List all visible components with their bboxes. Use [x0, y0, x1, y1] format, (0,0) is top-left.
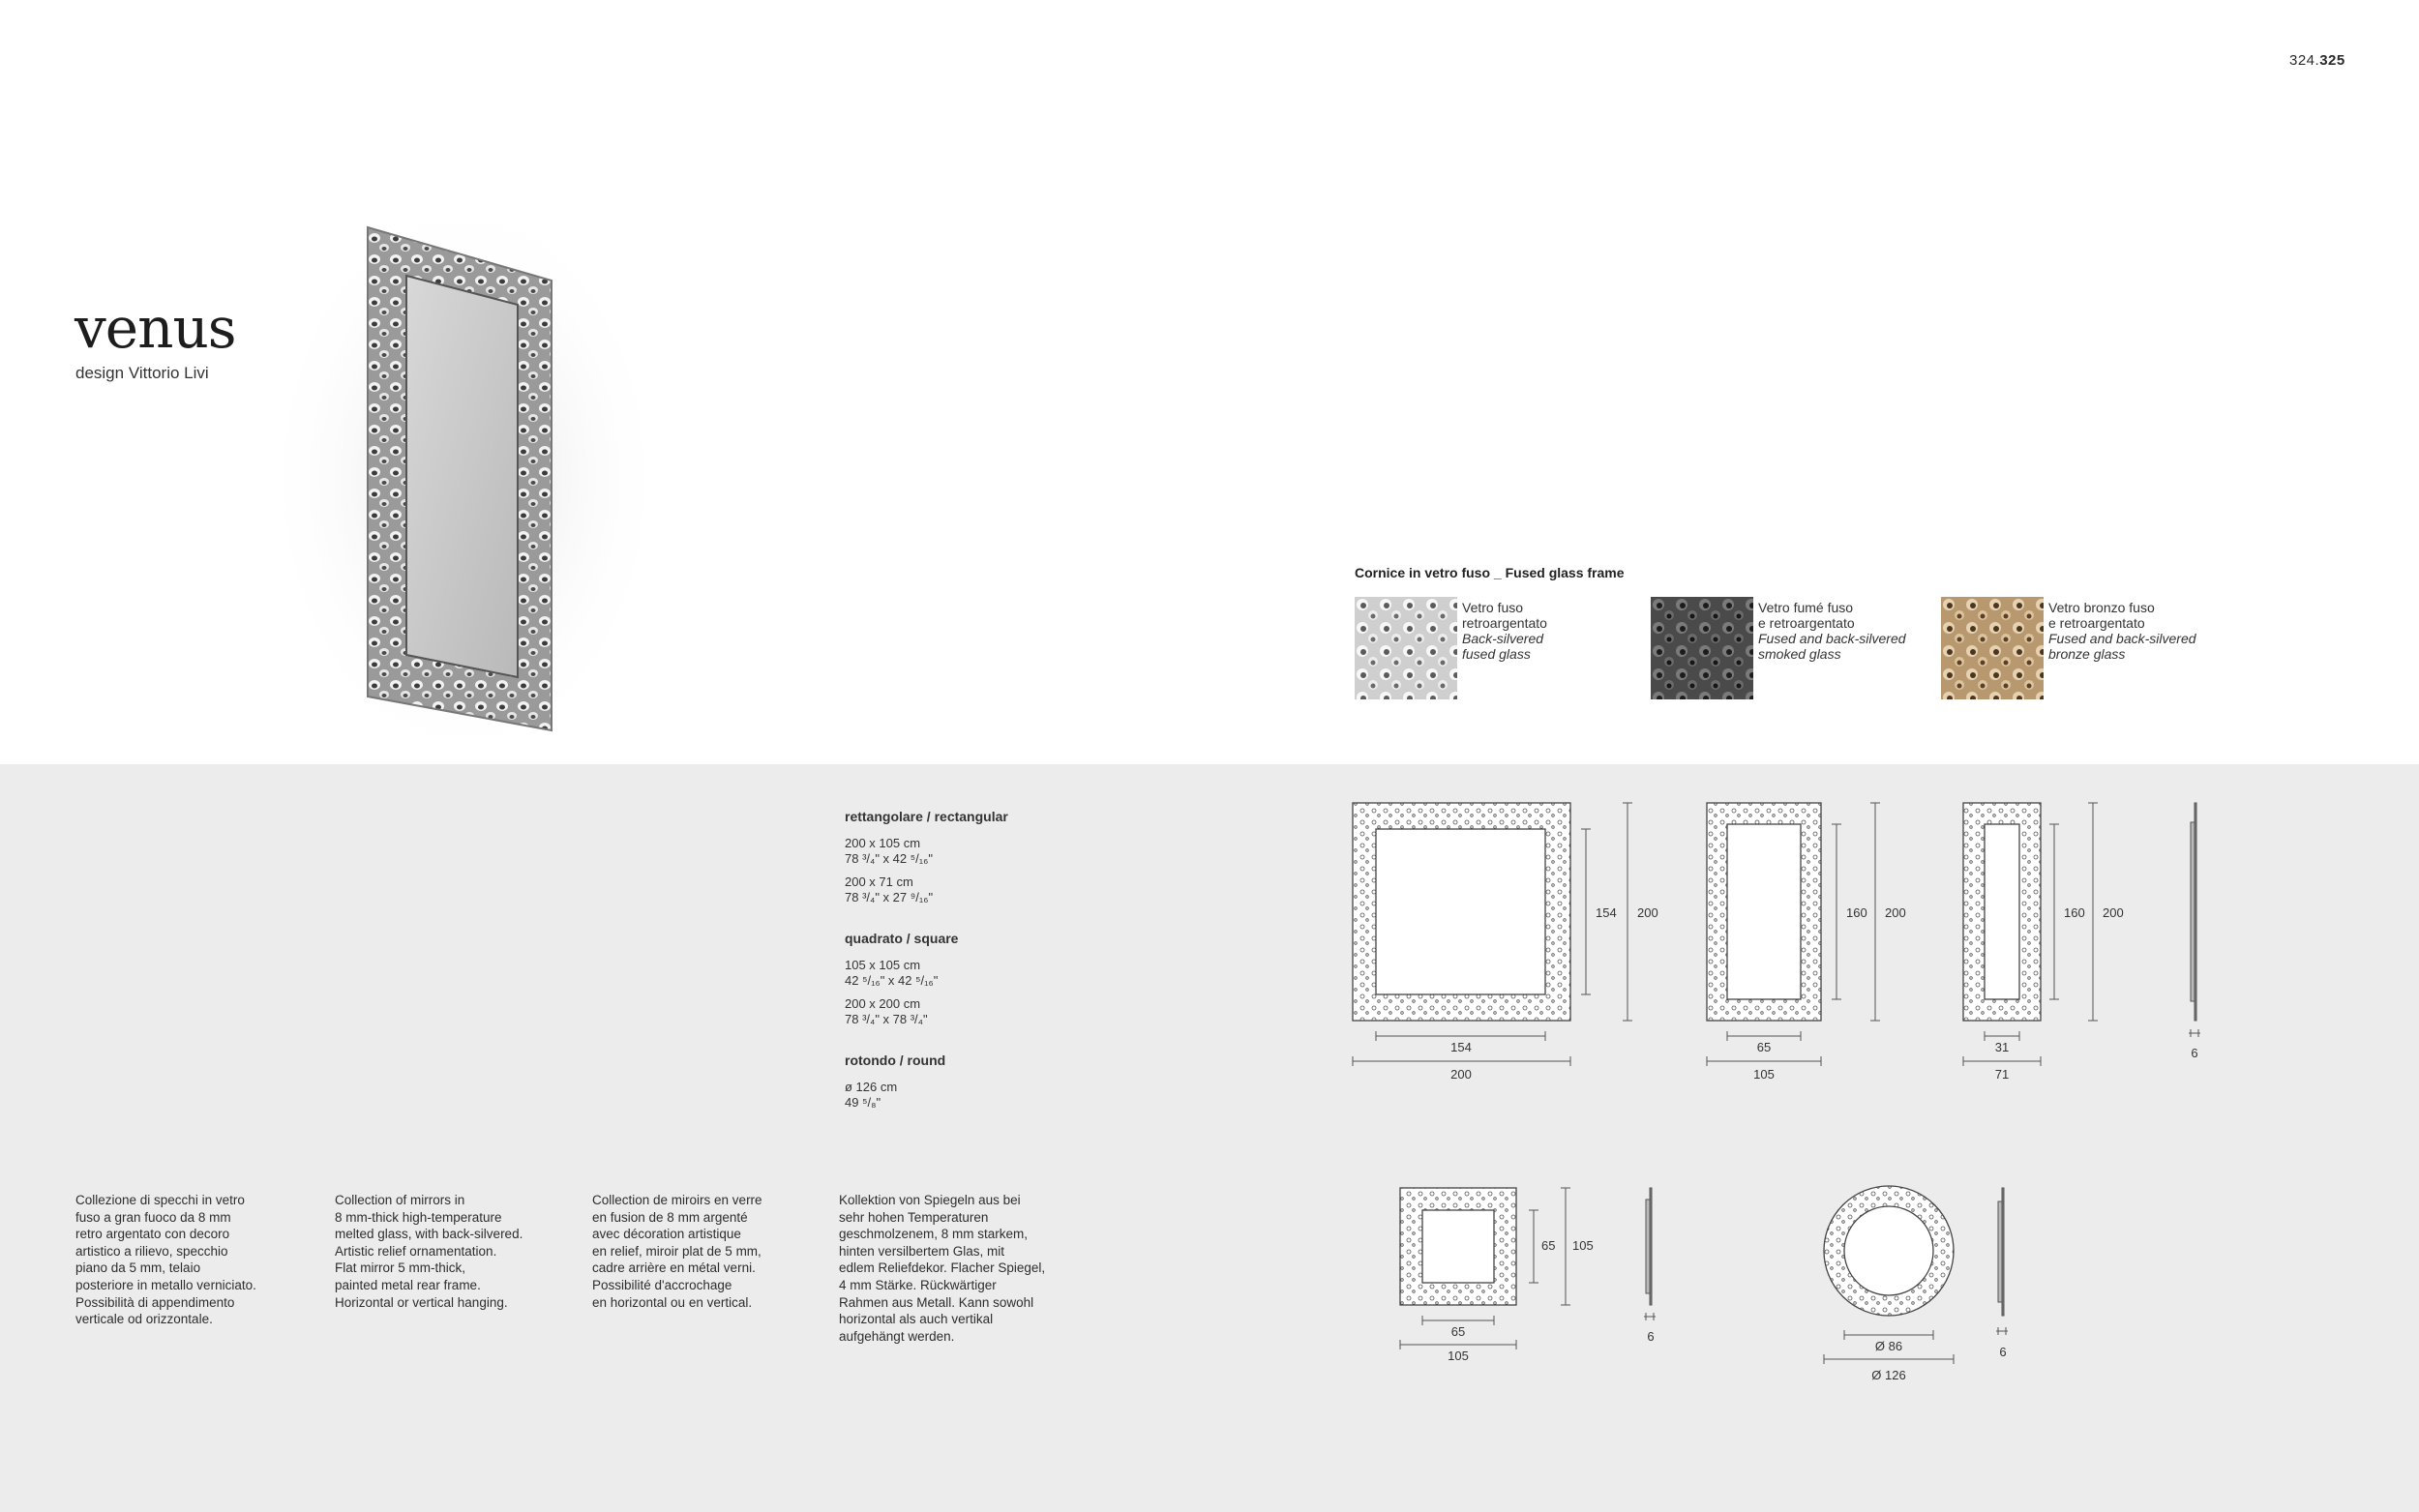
dim-side-square: 6	[1647, 1329, 1655, 1344]
product-title: venus	[75, 295, 236, 361]
description-german: Kollektion von Spiegeln aus bei sehr hohen Temperaturen geschmolzenem, 8 mm starkem, hinten versilbertem Glas, mit edlem Reliefdekor. Flacher Spiegel, 4 mm Stärke. Rückwärtiger Rahmen aus Metall. Kann sowohl horizontal als auch vertikal aufgehängt werden.	[839, 1193, 1046, 1344]
page-number-main: 325	[2319, 52, 2345, 69]
dim-r71-outer-h: 200	[2103, 905, 2124, 920]
dim-r105-inner-w: 65	[1756, 1040, 1772, 1054]
dim-sq105-inner-h: 65	[1541, 1238, 1556, 1253]
swatch-bronze	[1941, 597, 2044, 699]
dim-sq200-inner-h: 154	[1596, 905, 1617, 920]
dim-sq200-inner-w: 154	[1450, 1040, 1472, 1054]
dim-r105-outer-h: 200	[1885, 905, 1906, 920]
dim-round-outer: Ø 126	[1871, 1368, 1906, 1382]
swatch-smoked	[1651, 597, 1753, 699]
dim-side-top: 6	[2191, 1046, 2198, 1060]
square-heading: quadrato / square	[845, 931, 959, 946]
description-english: Collection of mirrors in 8 mm-thick high-temperature melted glass, with back-silvered. Artistic relief ornamentation. Flat mirror 5 mm-thick, painted metal rear frame. Horizontal or vertical hanging.	[335, 1193, 523, 1310]
page-number-prefix: 324.	[2289, 52, 2320, 69]
description-italian: Collezione di specchi in vetro fuso a gran fuoco da 8 mm retro argentato con decoro artistico a rilievo, specchio piano da 5 mm, telaio posteriore in metallo verniciato. Possibilità di appendimento verticale od orizzontale.	[75, 1193, 256, 1327]
round-heading: rotondo / round	[845, 1052, 946, 1068]
dim-side-round: 6	[1999, 1345, 2007, 1359]
designer-credit: design Vittorio Livi	[75, 364, 209, 382]
frame-finishes-title: Cornice in vetro fuso _ Fused glass frame	[1355, 565, 1625, 580]
dim-r105-outer-w: 105	[1753, 1067, 1775, 1082]
dim-sq200-outer-h: 200	[1637, 905, 1658, 920]
technical-drawings	[1335, 784, 2225, 1403]
dim-r105-inner-h: 160	[1846, 905, 1867, 920]
finish-silver-text: Vetro fuso retroargentato Back-silvered fused glass	[1462, 600, 1547, 662]
dim-sq105-inner-w: 65	[1450, 1324, 1466, 1339]
dim-sq200-outer-w: 200	[1450, 1067, 1472, 1082]
dim-sq105-outer-h: 105	[1572, 1238, 1594, 1253]
swatch-silver	[1355, 597, 1457, 699]
dim-r71-inner-w: 31	[1994, 1040, 2010, 1054]
dim-round-inner: Ø 86	[1874, 1339, 1903, 1353]
description-french: Collection de miroirs en verre en fusion de 8 mm argenté avec décoration artistique en relief, miroir plat de 5 mm, cadre arrière en métal verni. Possibilité d'accrochage en horizontal ou en vertical.	[592, 1193, 762, 1310]
page-number	[2289, 52, 2345, 69]
sizes-list: rettangolare / rectangular 200 x 105 cm 78 ³/₄" x 42 ⁵/₁₆" 200 x 71 cm 78 ³/₄" x 27 ⁹/₁₆" quadrato / square 105 x 105 cm 42 ⁵/₁₆" x 42 ⁵/₁₆" 200 x 200 cm 78 ³/₄" x 78 ³/₄" rotondo / round ø 126 cm 49 ⁵/₈"	[845, 809, 1096, 1136]
rect-heading: rettangolare / rectangular	[845, 809, 1008, 824]
finish-bronze-text: Vetro bronzo fuso e retroargentato Fused and back-silvered bronze glass	[2048, 600, 2196, 662]
finish-smoked-text: Vetro fumé fuso e retroargentato Fused and back-silvered smoked glass	[1758, 600, 1906, 662]
dim-r71-outer-w: 71	[1994, 1067, 2010, 1082]
dim-sq105-outer-w: 105	[1448, 1349, 1469, 1363]
dim-r71-inner-h: 160	[2064, 905, 2085, 920]
hero-mirror-image	[261, 189, 653, 759]
